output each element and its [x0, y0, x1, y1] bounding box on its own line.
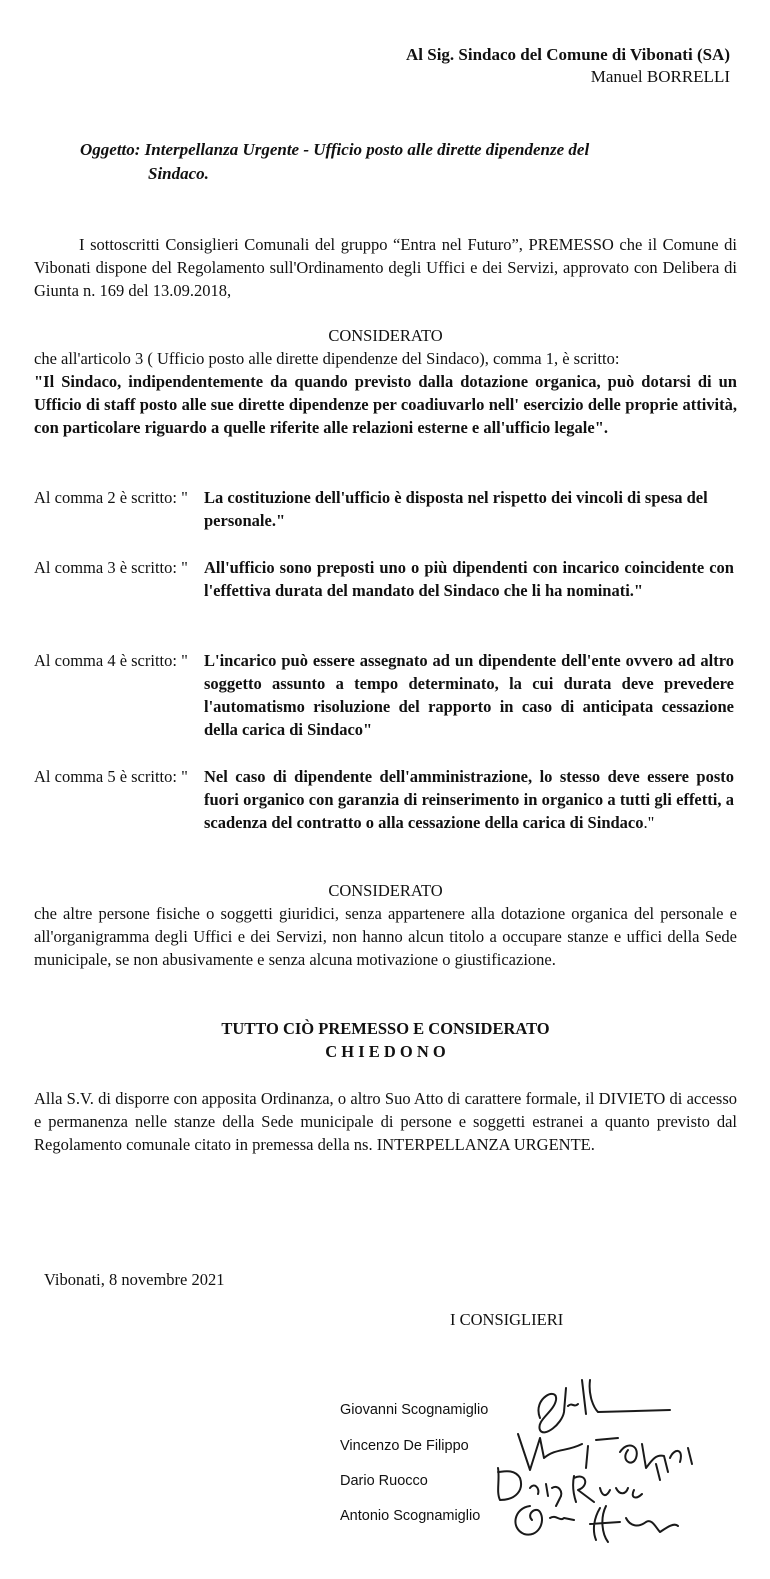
signatory-name: Vincenzo De Filippo [340, 1438, 469, 1454]
comma-text: L'incarico può essere assegnato ad un dipendente dell'ente ovvero ad altro soggetto assunto a tempo determinato, la cui durata deve prevedere l'automatismo risoluzione del rapporto in caso di anticipata cessazione della carica di Sindaco" [204, 651, 734, 739]
considerato-heading-2: CONSIDERATO [328, 881, 443, 900]
conclusion-line1: TUTTO CIÒ PREMESSO E CONSIDERATO [221, 1019, 550, 1038]
considerato-heading-1: CONSIDERATO [328, 326, 443, 345]
intro-paragraph: I sottoscritti Consiglieri Comunali del gruppo “Entra nel Futuro”, PREMESSO che il Comune di Vibonati dispone del Regolamento sull'Ordinamento degli Uffici e dei Servizi, approvato con Delibera di Giunta n. 169 del 13.09.2018, [34, 235, 737, 300]
signature-1 [538, 1380, 670, 1432]
comma-text-tail: ." [643, 813, 655, 832]
comma-label: Al comma 5 è scritto: " [34, 767, 188, 786]
comma-label: Al comma 3 è scritto: " [34, 558, 188, 577]
comma-label: Al comma 2 è scritto: " [34, 488, 188, 507]
comma-text: All'ufficio sono preposti uno o più dipendenti con incarico coincidente con l'effettiva durata del mandato del Sindaco che li ha nominati." [204, 558, 734, 600]
recipient-block [406, 44, 730, 88]
handwritten-signatures [470, 1368, 710, 1548]
subject [80, 138, 680, 186]
comma-text-body: Nel caso di dipendente dell'amministrazione, lo stesso deve essere posto fuori organico con garanzia di reinserimento in organico a tutti gli effetti, a scadenza del contratto o alla cessazione della carica di Sindaco [204, 767, 734, 832]
comma-label: Al comma 4 è scritto: " [34, 651, 188, 670]
conclusion-line2: C H I E D O N O [325, 1042, 446, 1061]
signature-3 [498, 1468, 642, 1506]
subject-line2: Sindaco. [148, 164, 209, 183]
request-paragraph: Alla S.V. di disporre con apposita Ordinanza, o altro Suo Atto di carattere formale, il DIVIETO di accesso e permanenza nelle stanze della Sede municipale di persone e soggetti estranei a quanto previsto dal Regolamento comunale citato in premessa della ns. INTERPELLANZA URGENTE. [34, 1089, 737, 1154]
recipient-line2: Manuel BORRELLI [590, 67, 730, 86]
article-quote: "Il Sindaco, indipendentemente da quando previsto dalla dotazione organica, può dotarsi di un Ufficio di staff posto alle sue dirette dipendenze per coadiuvarlo nell' esercizio delle proprie attività, con particolare riguardo a quelle riferite alle relazioni esterne e all'ufficio legale". [34, 372, 737, 437]
considerato-text-2: che altre persone fisiche o soggetti giuridici, senza appartenere alla dotazione organica del personale e all'organigramma degli Uffici e dei Servizi, non hanno alcun titolo a occupare stanze e uffici della Sede municipale, se non abusivamente e senza alcuna motivazione o giustificazione. [34, 904, 737, 969]
recipient-line1: Al Sig. Sindaco del Comune di Vibonati (SA) [405, 45, 730, 64]
considerato-text-1: che all'articolo 3 ( Ufficio posto alle dirette dipendenze del Sindaco), comma 1, è scritto: [34, 349, 620, 368]
comma-text: La costituzione dell'ufficio è disposta nel rispetto dei vincoli di spesa del personale." [204, 488, 708, 530]
signatory-name: Antonio Scognamiglio [340, 1508, 481, 1524]
comma-text [204, 765, 734, 834]
signatory-name: Giovanni Scognamiglio [340, 1402, 489, 1418]
signature-4 [515, 1506, 678, 1542]
signatory-name: Dario Ruocco [340, 1473, 428, 1489]
signature-2 [518, 1434, 692, 1480]
subject-line1: Oggetto: Interpellanza Urgente - Ufficio posto alle dirette dipendenze del [80, 140, 590, 159]
place-date: Vibonati, 8 novembre 2021 [44, 1270, 225, 1289]
signatories-heading: I CONSIGLIERI [450, 1310, 564, 1329]
